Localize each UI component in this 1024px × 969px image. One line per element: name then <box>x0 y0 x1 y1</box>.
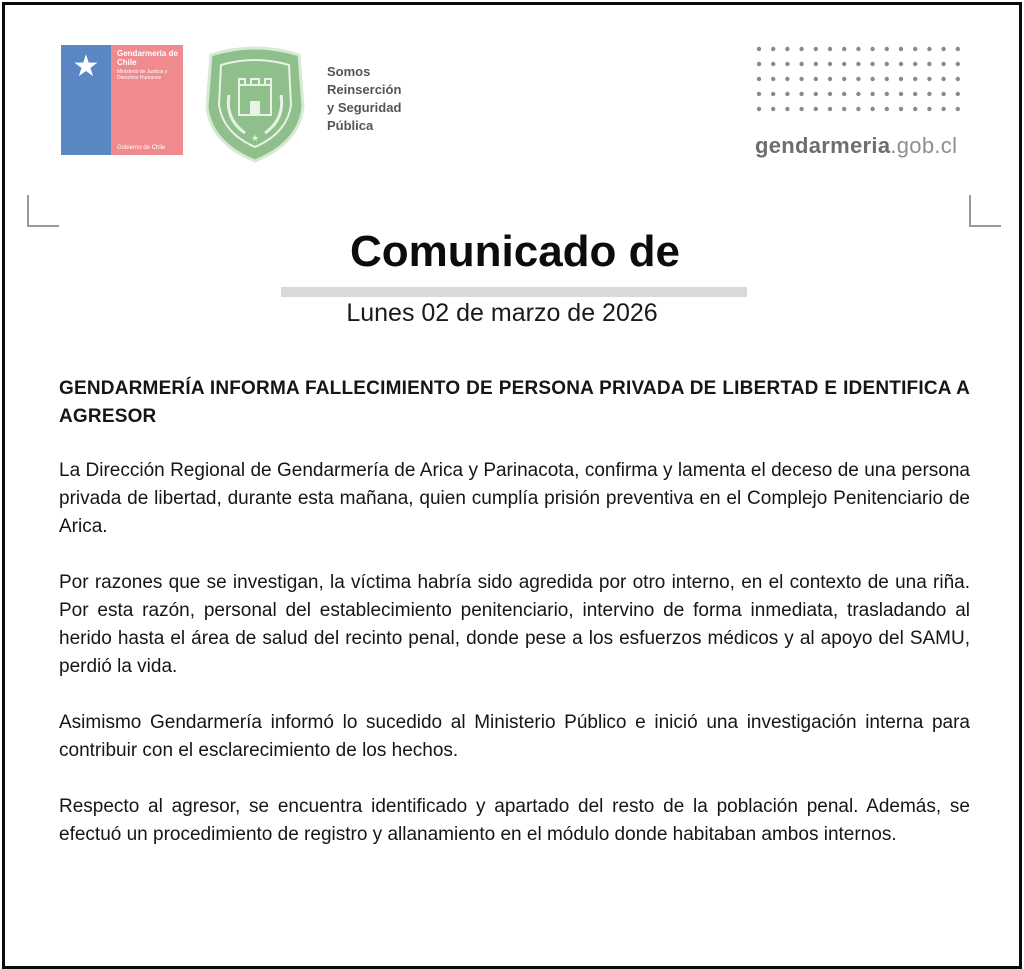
decoration-dot <box>870 107 874 111</box>
document-title: Comunicado de <box>349 227 681 276</box>
decoration-dot <box>799 107 803 111</box>
decoration-dot <box>899 77 903 81</box>
decoration-dot <box>927 92 931 96</box>
decoration-dot <box>814 92 818 96</box>
decoration-dot <box>870 77 874 81</box>
decoration-dot <box>913 47 917 51</box>
decoration-dot <box>828 62 832 66</box>
decoration-dot <box>757 92 761 96</box>
decoration-dot <box>785 107 789 111</box>
decoration-dot <box>828 107 832 111</box>
decoration-dot <box>956 77 960 81</box>
decoration-dot <box>828 77 832 81</box>
decoration-dot <box>870 92 874 96</box>
document-date: Lunes 02 de marzo de 2026 <box>346 299 658 327</box>
decoration-dot <box>757 62 761 66</box>
slogan <box>327 63 401 135</box>
gobierno-de-chile-logo <box>61 45 183 155</box>
decoration-dot <box>828 92 832 96</box>
slogan-line: Reinserción <box>327 82 402 97</box>
decoration-dot <box>941 62 945 66</box>
decoration-dot <box>814 107 818 111</box>
svg-text:★: ★ <box>250 134 260 144</box>
paragraph: Respecto al agresor, se encuentra identificado y apartado del resto de la población penal. Además, se efectuó un procedimiento de registro y allanamiento en el módulo donde habitaban ambos internos. <box>59 796 970 845</box>
slogan-line: Somos <box>327 64 371 79</box>
website-domain: .gob.cl <box>890 133 958 158</box>
decoration-dot <box>842 62 846 66</box>
decoration-dot <box>927 107 931 111</box>
decoration-dot <box>799 62 803 66</box>
paragraph: Por razones que se investigan, la víctima habría sido agredida por otro interno, en el contexto de una riña. Por esta razón, personal del establecimiento penitenciario, intervino de forma inmediata, trasladando al herido hasta el área de salud del recinto penal, donde pese a los esfuerzos médicos y al apoyo del SAMU, perdió la vida. <box>59 572 970 677</box>
decoration-dot <box>771 92 775 96</box>
decoration-dot <box>785 77 789 81</box>
gendarmeria-shield-icon <box>201 45 309 163</box>
crop-mark-right <box>969 195 1001 227</box>
decoration-dot <box>885 47 889 51</box>
decoration-dot <box>956 47 960 51</box>
decoration-dot <box>913 92 917 96</box>
decoration-dot <box>856 92 860 96</box>
decoration-dot <box>913 77 917 81</box>
paragraph: Asimismo Gendarmería informó lo sucedido al Ministerio Público e inició una investigación interna para contribuir con el esclarecimiento de los hechos. <box>59 712 970 761</box>
crop-mark-left <box>27 195 59 227</box>
decoration-dot <box>941 92 945 96</box>
paragraph: La Dirección Regional de Gendarmería de Arica y Parinacota, confirma y lamenta el deceso de una persona privada de libertad, durante esta mañana, quien cumplía prisión preventiva en el Complejo Penitenciario de Arica. <box>59 460 970 537</box>
decoration-dot <box>799 77 803 81</box>
decoration-dot <box>785 62 789 66</box>
decoration-dot <box>899 47 903 51</box>
decoration-dot <box>956 107 960 111</box>
decoration-dot <box>856 47 860 51</box>
decoration-dot <box>842 77 846 81</box>
website-url <box>755 133 957 159</box>
decoration-dot <box>771 62 775 66</box>
decoration-dot <box>828 47 832 51</box>
title-underline-bar <box>281 287 747 297</box>
decoration-dot <box>771 77 775 81</box>
decoration-dot <box>785 92 789 96</box>
decoration-dot <box>899 62 903 66</box>
decoration-dot <box>913 62 917 66</box>
decoration-dot <box>757 77 761 81</box>
slogan-line: Pública <box>327 118 374 133</box>
decoration-dot <box>814 47 818 51</box>
decoration-dot <box>899 107 903 111</box>
decoration-dot <box>927 47 931 51</box>
decoration-dot <box>956 62 960 66</box>
decoration-dot <box>799 47 803 51</box>
decoration-dot <box>885 107 889 111</box>
decoration-dot <box>842 107 846 111</box>
document-page <box>2 2 1022 969</box>
decoration-dot <box>927 77 931 81</box>
logo-title: Gendarmería de Chile <box>117 49 178 67</box>
decoration-dot <box>814 77 818 81</box>
decoration-dot <box>899 92 903 96</box>
decoration-dot <box>799 92 803 96</box>
decoration-dot <box>856 107 860 111</box>
decoration-dot <box>956 92 960 96</box>
logo-blue-band <box>61 45 111 155</box>
decoration-dot <box>885 77 889 81</box>
website-name: gendarmeria <box>755 133 891 158</box>
decoration-dot <box>927 62 931 66</box>
star-icon: ★ <box>72 50 100 83</box>
decoration-dot <box>771 47 775 51</box>
decoration-dot <box>757 47 761 51</box>
decoration-dot <box>842 47 846 51</box>
logo-footer: Gobierno de Chile <box>117 145 166 151</box>
decoration-dot <box>941 47 945 51</box>
decoration-dot <box>785 47 789 51</box>
decoration-dot <box>870 62 874 66</box>
decoration-dot <box>842 92 846 96</box>
slogan-line: y Seguridad <box>327 100 402 115</box>
decoration-dot <box>870 47 874 51</box>
logo-subtitle: Ministerio de Justicia y Derechos Humanos <box>117 69 168 81</box>
logo-red-band <box>111 45 183 155</box>
decoration-dot <box>885 62 889 66</box>
document-body <box>59 375 970 877</box>
decoration-dot <box>771 107 775 111</box>
decoration-dot <box>856 62 860 66</box>
decoration-dot <box>913 107 917 111</box>
decoration-dot <box>941 77 945 81</box>
decoration-dot <box>885 92 889 96</box>
decoration-dot <box>856 77 860 81</box>
decoration-dot <box>814 62 818 66</box>
dot-pattern-decoration <box>755 43 965 123</box>
decoration-dot <box>757 107 761 111</box>
decoration-dot <box>941 107 945 111</box>
headline: GENDARMERÍA INFORMA FALLECIMIENTO DE PERSONA PRIVADA DE LIBERTAD E IDENTIFICA A AGRESOR <box>59 378 970 427</box>
